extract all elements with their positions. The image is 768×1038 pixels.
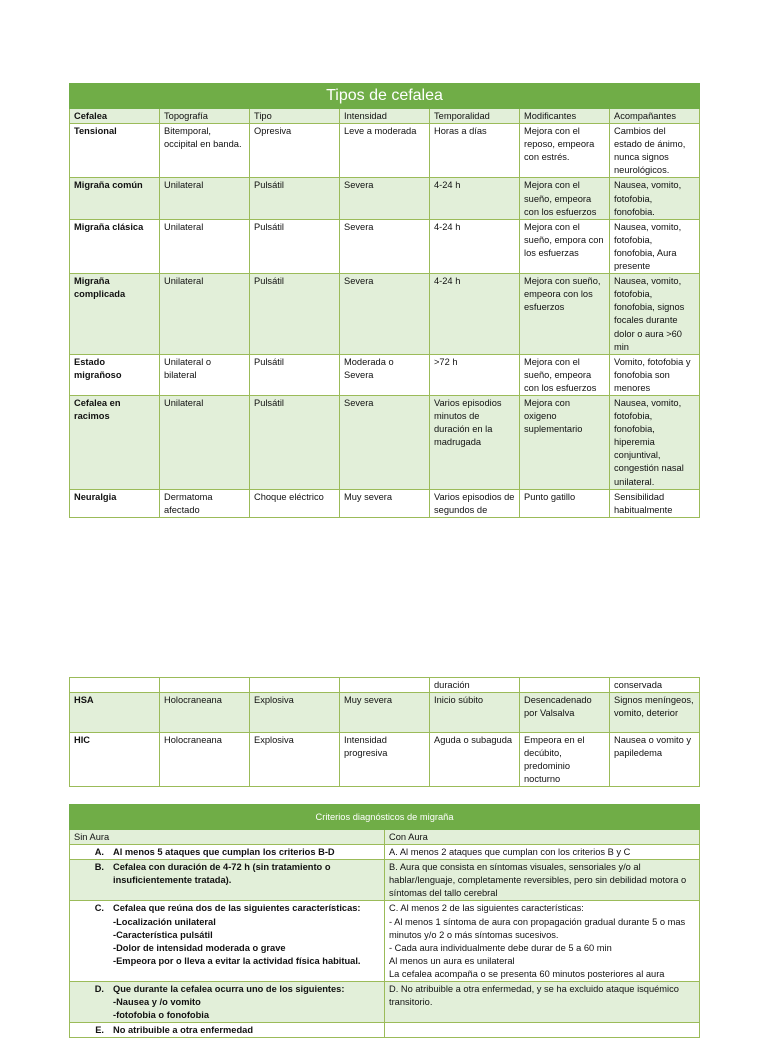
table-cell: Unilateral [160,274,250,355]
table-cell: Explosiva [250,693,340,733]
table-cell: Estado migrañoso [70,354,160,395]
criterion-text: Cefalea que reúna dos de las siguientes características: [113,903,361,914]
table-cell [250,678,340,693]
table-cell: Pulsátil [250,178,340,219]
table-cell: Pulsátil [250,395,340,489]
table-cell: Severa [340,395,430,489]
criterion-text: C. Al menos 2 de las siguientes características: [389,903,584,914]
table-cell: Mejora con el sueño, empora con los esfuerzas [520,219,610,273]
table-cell: Unilateral o bilateral [160,354,250,395]
header-cell: Acompañantes [610,109,700,124]
table-cell: conservada [610,678,700,693]
criterion-subitem: - Al menos 1 síntoma de aura con propagación gradual durante 5 o mas minutos y/o 2 o más síntomas sucesivos. [389,916,686,940]
table-cell: Signos meníngeos, vomito, deterior [610,693,700,733]
table-row [70,982,700,1023]
table-cell [340,678,430,693]
table-row [70,901,700,982]
table-cell: Migraña clásica [70,219,160,273]
table-cell: Holocraneana [160,693,250,733]
criterion-subitem: -fotofobia o fonofobia [113,1010,210,1021]
headache-types-table [69,83,700,518]
table-cell: Muy severa [340,489,430,517]
table-cell: Severa [340,219,430,273]
table-row [70,845,700,860]
table-title: Tipos de cefalea [70,84,700,109]
table-cell: Pulsátil [250,219,340,273]
criterion-text: Que durante la cefalea ocurra uno de los siguientes: [113,984,345,995]
table-cell: Cambios del estado de ánimo, nunca signos neurológicos. [610,124,700,178]
criterion-subitem: Al menos un aura es unilateral [389,955,515,966]
table-cell: Migraña común [70,178,160,219]
criterion-b-con-aura: B. Aura que consista en síntomas visuales, sensoriales y/o al hablar/lenguaje, completamente reversibles, pero sin debilidad motora o síntomas del tallo cerebral [385,860,700,901]
header-cell: Topografía [160,109,250,124]
table-row [70,395,700,489]
table-cell: Neuralgia [70,489,160,517]
table-cell: Mejora con el sueño, empeora con los esfuerzos [520,354,610,395]
criterion-subitem: -Empeora por o lleva a evitar la actividad física habitual. [113,955,361,966]
table-cell: Nausea, vomito, fotofobia, fonofobia, signos focales durante dolor o aura >60 min [610,274,700,355]
table-cell: Pulsátil [250,354,340,395]
criterion-subitem: -Característica pulsátil [113,929,213,940]
table-row [70,733,700,787]
table-cell: 4-24 h [430,274,520,355]
table-row [70,354,700,395]
migraine-criteria-table [69,804,700,1038]
table-cell: Muy severa [340,693,430,733]
table-cell: Nausea, vomito, fotofobia, fonofobia. [610,178,700,219]
table-cell: Dermatoma afectado [160,489,250,517]
table-cell: Leve a moderada [340,124,430,178]
criterion-e-con-aura [385,1023,700,1038]
table-cell: Intensidad progresiva [340,733,430,787]
table-cell: Pulsátil [250,274,340,355]
criterion-subitem: -Localización unilateral [113,916,216,927]
table-cell: Moderada o Severa [340,354,430,395]
table-cell: Mejora con sueño, empeora con los esfuerzos [520,274,610,355]
criterion-letter: A. [94,847,104,858]
table-cell: Migraña complicada [70,274,160,355]
table-cell: duración [430,678,520,693]
table-cell: HSA [70,693,160,733]
header-cell: Intensidad [340,109,430,124]
table-cell: Punto gatillo [520,489,610,517]
table-cell: Nausea, vomito, fotofobia, fonofobia, hiperemia conjuntival, congestión nasal unilateral. [610,395,700,489]
table-cell [520,678,610,693]
table-cell: Nausea o vomito y papiledema [610,733,700,787]
table-row [70,489,700,517]
table-cell: Unilateral [160,178,250,219]
table-cell: Unilateral [160,219,250,273]
table-cell: Inicio súbito [430,693,520,733]
table-cell: Horas a días [430,124,520,178]
table-row [70,860,700,901]
headache-types-table-continued [69,677,700,787]
table-row [70,274,700,355]
table-row [70,219,700,273]
criterion-c-con-aura [385,901,700,982]
table-cell: Tensional [70,124,160,178]
criterion-a-con-aura: A. Al menos 2 ataques que cumplan con los criterios B y C [385,845,700,860]
table-cell: Aguda o subaguda [430,733,520,787]
table-row [70,1023,700,1038]
table-cell: Mejora con el sueño, empeora con los esfuerzos [520,178,610,219]
criterion-a-sin-aura [70,845,385,860]
criterion-b-sin-aura [70,860,385,901]
criterion-letter: C. [94,903,104,914]
table-cell: Severa [340,274,430,355]
table-cell: Desencadenado por Valsalva [520,693,610,733]
criterion-c-sin-aura [70,901,385,982]
table-cell: >72 h [430,354,520,395]
header-cell: Tipo [250,109,340,124]
criterion-letter: D. [94,984,104,995]
header-cell-sin-aura: Sin Aura [70,830,385,845]
criterion-subitem: -Dolor de intensidad moderada o grave [113,942,286,953]
header-cell-con-aura: Con Aura [385,830,700,845]
table-cell: Explosiva [250,733,340,787]
table-cell: 4-24 h [430,178,520,219]
table-cell: Opresiva [250,124,340,178]
table-cell: HIC [70,733,160,787]
table-title: Criterios diagnósticos de migraña [70,805,700,830]
table-row [70,178,700,219]
criterion-subitem: La cefalea acompaña o se presenta 60 minutos posteriores al aura [389,968,665,979]
table-row [70,678,700,693]
table-cell: Mejora con el reposo, empeora con estrés. [520,124,610,178]
table-header-row [70,109,700,124]
table-cell: Varios episodios minutos de duración en la madrugada [430,395,520,489]
table-cell: Cefalea en racimos [70,395,160,489]
table-cell: Holocraneana [160,733,250,787]
table-cell: Vomito, fotofobia y fonofobia son menores [610,354,700,395]
criterion-letter: E. [95,1025,104,1036]
table-cell [160,678,250,693]
criterion-subitem: - Cada aura individualmente debe durar de 5 a 60 min [389,942,612,953]
criterion-letter: B. [94,862,104,873]
criterion-e-sin-aura [70,1023,385,1038]
table-cell: Choque eléctrico [250,489,340,517]
header-cell: Temporalidad [430,109,520,124]
criterion-text: Al menos 5 ataques que cumplan los criterios B-D [113,847,335,858]
table-cell [70,678,160,693]
table-cell: Varios episodios de segundos de [430,489,520,517]
criterion-text: Cefalea con duración de 4-72 h (sin tratamiento o insuficientemente tratada). [113,862,331,886]
table-cell: Empeora en el decúbito, predominio nocturno [520,733,610,787]
table-cell: Nausea, vomito, fotofobia, fonofobia, Aura presente [610,219,700,273]
criterion-d-con-aura: D. No atribuible a otra enfermedad, y se ha excluido ataque isquémico transitorio. [385,982,700,1023]
table-cell: Sensibilidad habitualmente [610,489,700,517]
criterion-d-sin-aura [70,982,385,1023]
table-cell: Mejora con oxigeno suplementario [520,395,610,489]
table-cell: Unilateral [160,395,250,489]
criterion-text: No atribuible a otra enfermedad [113,1025,253,1036]
table-cell: Severa [340,178,430,219]
table-row [70,124,700,178]
header-cell: Cefalea [70,109,160,124]
criterion-subitem: -Nausea y /o vomito [113,997,201,1008]
header-cell: Modificantes [520,109,610,124]
table-header-row [70,830,700,845]
table-cell: Bitemporal, occipital en banda. [160,124,250,178]
table-row [70,693,700,733]
table-cell: 4-24 h [430,219,520,273]
